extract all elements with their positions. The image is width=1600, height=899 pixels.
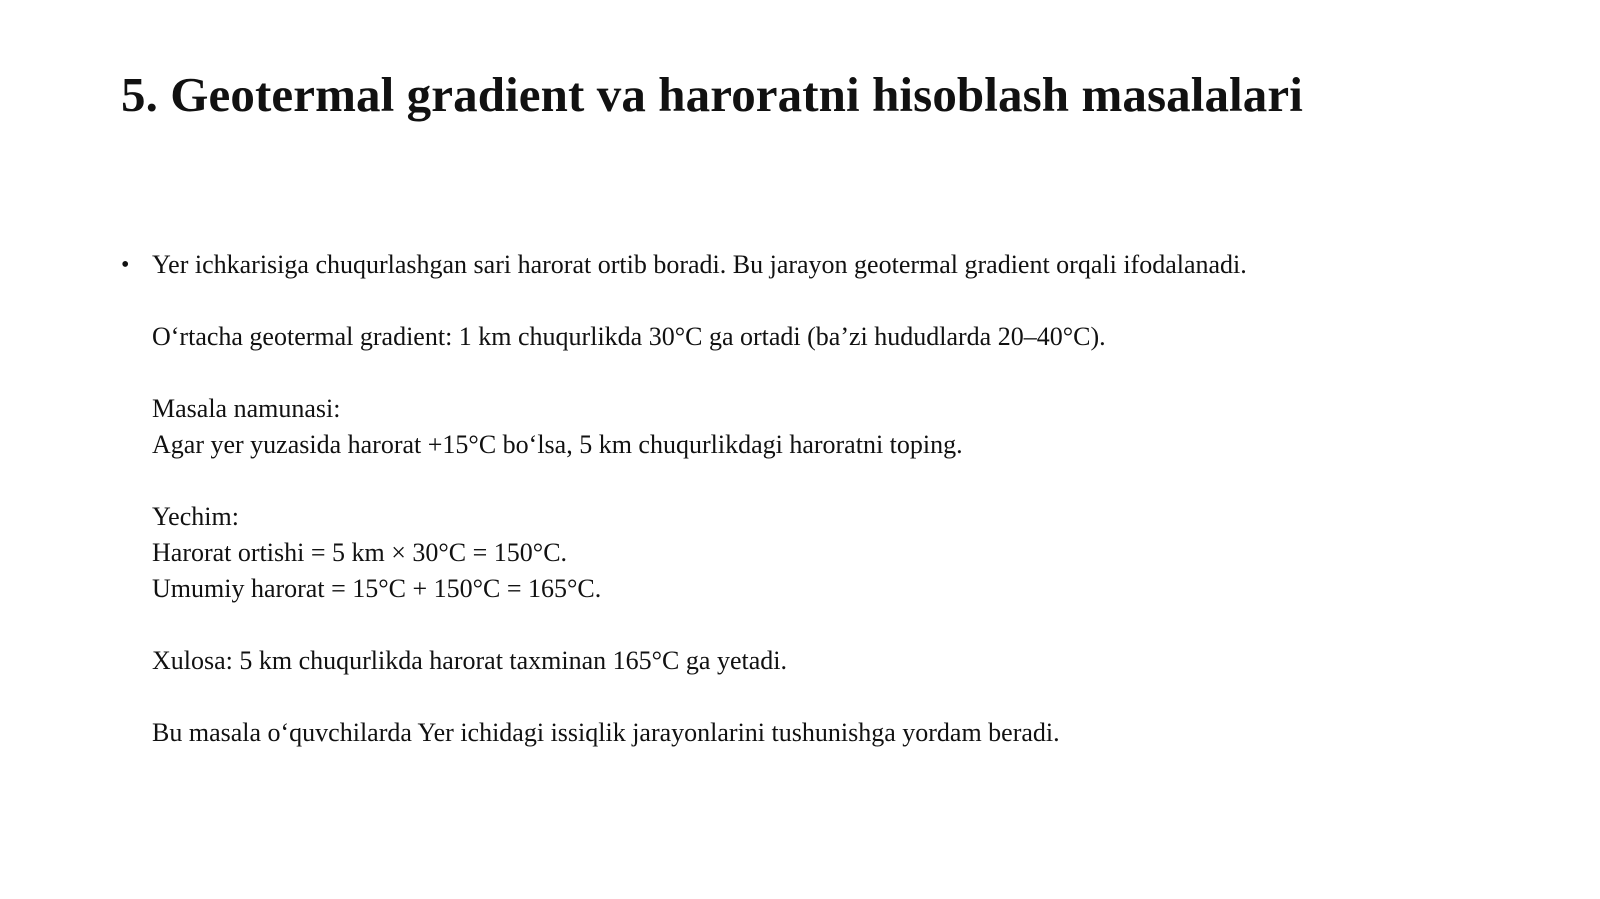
paragraph-average-gradient: O‘rtacha geotermal gradient: 1 km chuqurlikda 30°C ga ortadi (ba’zi hududlarda 20–40°C). [152, 322, 1106, 351]
problem-heading: Masala namunasi: [152, 394, 341, 423]
solution-step-increase: Harorat ortishi = 5 km × 30°C = 150°C. [152, 538, 568, 567]
solution-heading: Yechim: [152, 502, 239, 531]
paragraph-gap [152, 355, 1247, 391]
solution-step-total: Umumiy harorat = 15°C + 150°C = 165°C. [152, 574, 602, 603]
bullet-marker: • [121, 252, 130, 278]
slide-title: 5. Geotermal gradient va haroratni hisoblash masalalari [121, 67, 1303, 122]
paragraph-gap [152, 679, 1247, 715]
paragraph-gap [152, 607, 1247, 643]
bullet-text [152, 247, 1247, 751]
closing-note: Bu masala o‘quvchilarda Yer ichidagi issiqlik jarayonlarini tushunishga yordam beradi. [152, 718, 1060, 747]
paragraph-gap [152, 463, 1247, 499]
problem-statement: Agar yer yuzasida harorat +15°C bo‘lsa, 5 km chuqurlikdagi haroratni toping. [152, 430, 963, 459]
paragraph-intro: Yer ichkarisiga chuqurlashgan sari harorat ortib boradi. Bu jarayon geotermal gradient orqali ifodalanadi. [152, 250, 1247, 279]
conclusion: Xulosa: 5 km chuqurlikda harorat taxminan 165°C ga yetadi. [152, 646, 787, 675]
paragraph-gap [152, 283, 1247, 319]
